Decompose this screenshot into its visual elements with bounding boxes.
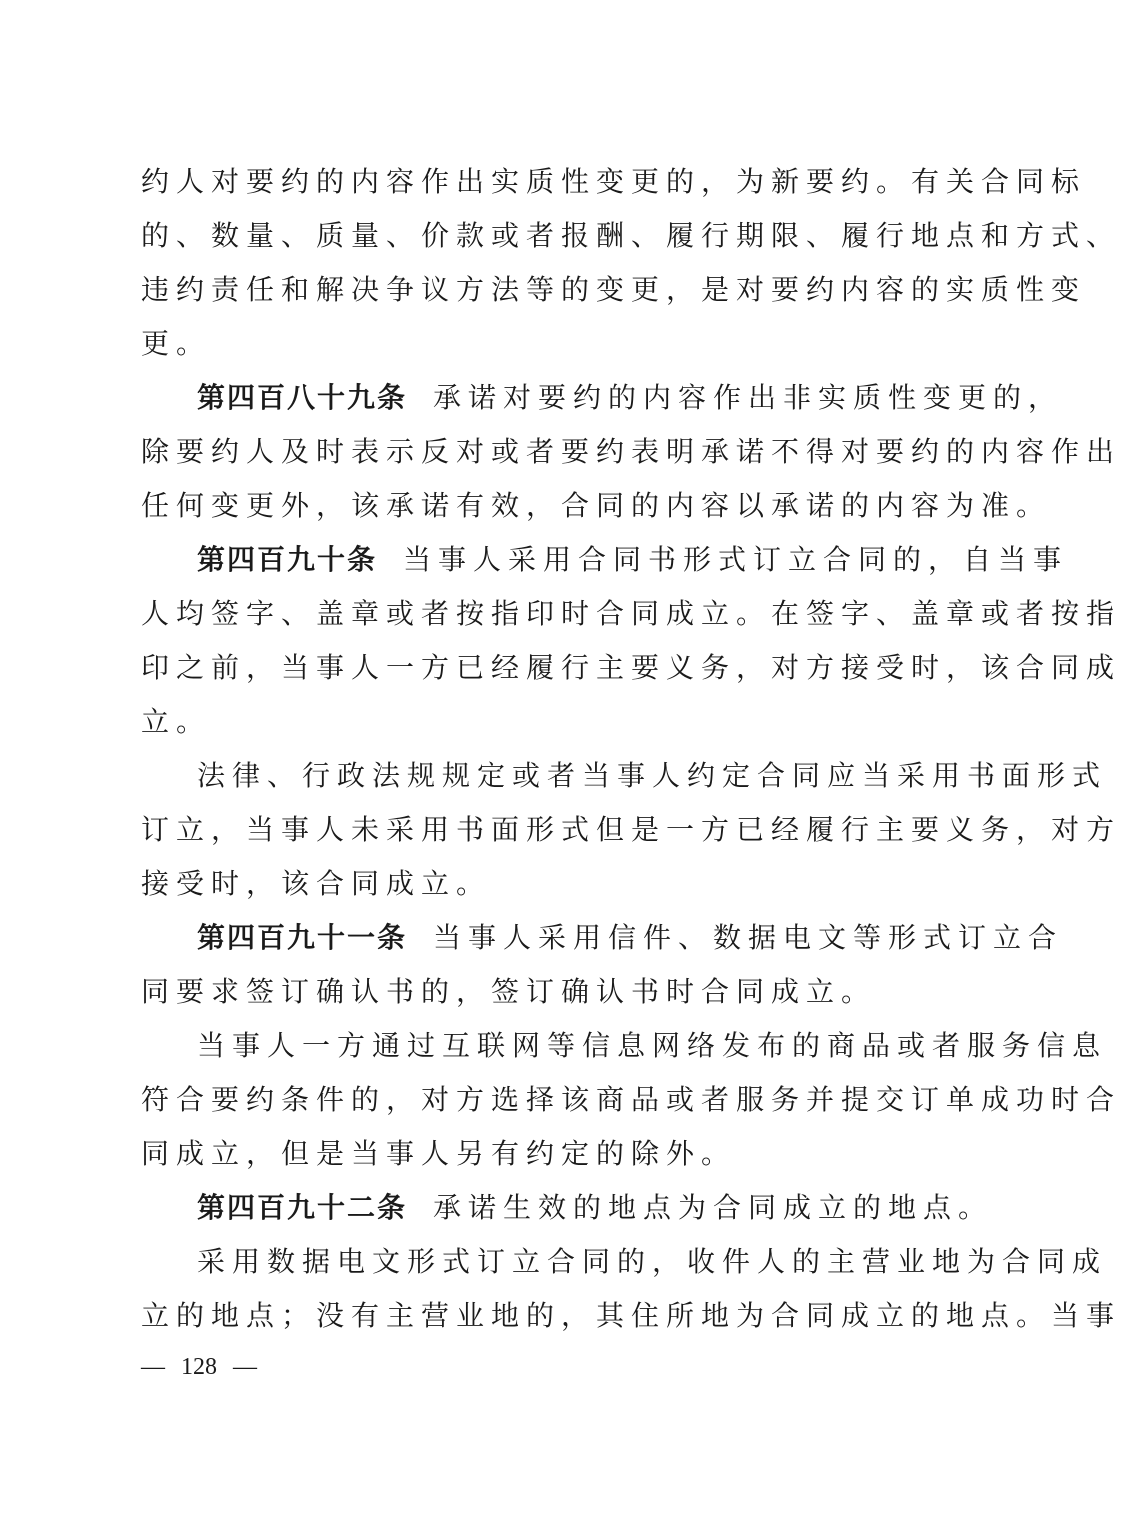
article-text: 当事人采用合同书形式订立合同的，自当事 xyxy=(403,543,1069,576)
article-text: 当事人采用信件、数据电文等形式订立合 xyxy=(433,921,1064,954)
text-line: 的、数量、质量、价款或者报酬、履行期限、履行地点和方式、 xyxy=(141,219,1121,252)
text-line: 立。 xyxy=(141,705,212,738)
paragraph xyxy=(141,1235,1121,1343)
article-489 xyxy=(141,371,1121,533)
article-number: 第四百八十九条 xyxy=(197,381,408,414)
text-line: 除要约人及时表示反对或者要约表明承诺不得对要约的内容作出 xyxy=(141,435,1121,468)
article-number: 第四百九十一条 xyxy=(197,921,408,954)
text-line: 订立，当事人未采用书面形式但是一方已经履行主要义务，对方 xyxy=(141,813,1121,846)
text-line: 约人对要约的内容作出实质性变更的，为新要约。有关合同标 xyxy=(141,165,1087,198)
text-line: 符合要约条件的，对方选择该商品或者服务并提交订单成功时合 xyxy=(141,1083,1121,1116)
text-line: 更。 xyxy=(141,327,212,360)
text-line: 人均签字、盖章或者按指印时合同成立。在签字、盖章或者按指 xyxy=(141,597,1121,630)
paragraph xyxy=(141,1019,1121,1181)
text-line: 同成立，但是当事人另有约定的除外。 xyxy=(141,1137,737,1170)
text-line: 立的地点；没有主营业地的，其住所地为合同成立的地点。当事 xyxy=(141,1299,1121,1332)
text-line: 违约责任和解决争议方法等的变更，是对要约内容的实质性变 xyxy=(141,273,1087,306)
text-line xyxy=(141,371,1064,425)
text-line: 法律、行政法规规定或者当事人约定合同应当采用书面形式 xyxy=(197,759,1108,792)
footer-dash-left: — xyxy=(141,1354,165,1380)
text-line xyxy=(141,533,1069,587)
text-line: 采用数据电文形式订立合同的，收件人的主营业地为合同成 xyxy=(197,1245,1108,1278)
text-line: 当事人一方通过互联网等信息网络发布的商品或者服务信息 xyxy=(197,1029,1108,1062)
article-number: 第四百九十条 xyxy=(197,543,378,576)
text-line xyxy=(141,1181,994,1235)
article-text: 承诺对要约的内容作出非实质性变更的， xyxy=(433,381,1064,414)
page-footer xyxy=(141,1352,257,1382)
page-number: 128 xyxy=(181,1354,217,1380)
paragraph xyxy=(141,749,1121,911)
text-line xyxy=(141,911,1064,965)
article-text: 承诺生效的地点为合同成立的地点。 xyxy=(433,1191,994,1224)
text-line: 任何变更外，该承诺有效，合同的内容以承诺的内容为准。 xyxy=(141,489,1052,522)
document-page xyxy=(141,155,1121,1343)
article-number: 第四百九十二条 xyxy=(197,1191,408,1224)
text-line: 接受时，该合同成立。 xyxy=(141,867,492,900)
text-line: 印之前，当事人一方已经履行主要义务，对方接受时，该合同成 xyxy=(141,651,1121,684)
text-line: 同要求签订确认书的，签订确认书时合同成立。 xyxy=(141,975,877,1008)
article-491 xyxy=(141,911,1064,1019)
paragraph xyxy=(141,155,1121,371)
footer-dash-right: — xyxy=(233,1354,257,1380)
article-490 xyxy=(141,533,1121,749)
article-492 xyxy=(141,1181,994,1235)
